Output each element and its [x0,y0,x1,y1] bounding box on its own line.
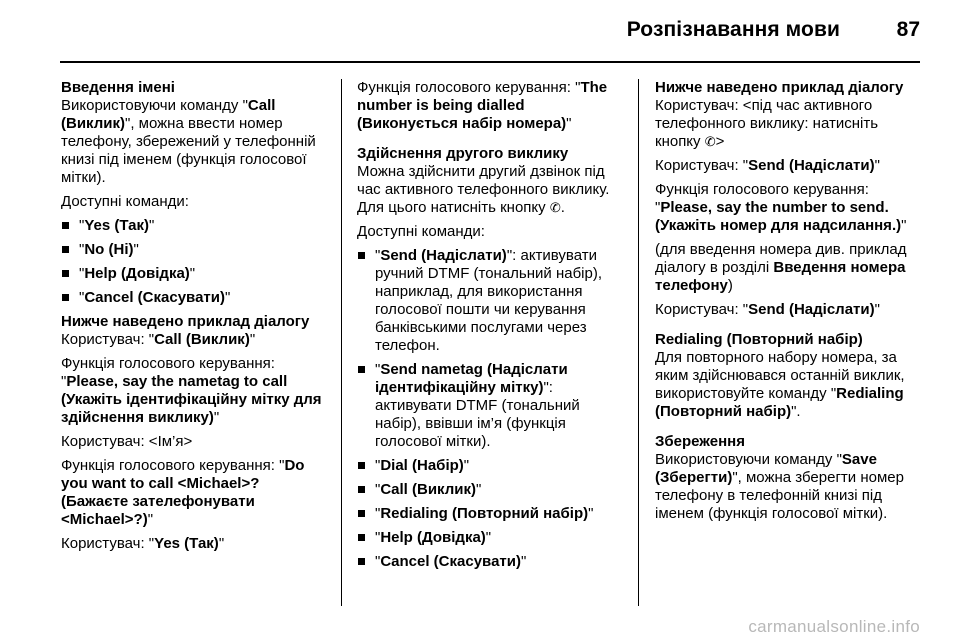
text: ". [791,403,801,420]
quote: " [213,409,220,426]
dialog-user-line [655,301,923,319]
bullet-icon [358,252,365,259]
command: Send nametag (Надіслати ідентифікаційну мітку) [375,361,568,396]
quote: " [249,331,256,348]
text: Функція голосового керування: " [61,457,285,474]
section-heading-second-call: Здійснення другого виклику [357,145,569,162]
voice-response: The number is being dialled (Виконується набір номера) [357,79,608,132]
command: Call (Виклик) [154,331,250,348]
list-item [357,553,625,571]
command: Call (Виклик) [380,481,476,498]
quote: " [375,247,381,264]
quote: " [147,511,154,528]
list-item [357,529,625,547]
quote: " [79,217,85,234]
quote: " [133,241,139,258]
list-item [357,247,625,355]
list-item [357,505,625,523]
text: Користувач: <під час активного телефонного виклику: натисніть кнопку [655,97,879,150]
bullet-icon [62,294,69,301]
page-number: 87 [896,18,920,41]
command: Yes (Так) [154,535,219,552]
dialog-voice-line [655,181,923,235]
text: Використовуючи команду " [655,451,842,468]
list-item [61,265,329,283]
voice-response: Do you want to call <Michael>? (Бажаєте зателефонувати <Michael>?) [61,457,305,528]
quote: " [375,553,381,570]
quote: " [79,289,85,306]
text: Використовуючи команду " [61,97,248,114]
quote: " [149,217,155,234]
dialog-example-heading: Нижче наведено приклад діалогу [655,79,904,96]
quote: " [189,265,196,282]
dialog-voice-line [61,355,329,427]
watermark: carmanualsonline.info [748,617,920,636]
list-item [61,241,329,259]
list-item [357,481,625,499]
section-heading-saving: Збереження [655,433,745,450]
voice-response: Please, say the nametag to call (Укажіть ідентифікаційну мітку для здійснення виклику) [61,373,322,426]
command: Send (Надіслати) [748,301,875,318]
text: Користувач: " [61,535,155,552]
command: Save (Зберегти) [655,451,877,486]
column-2 [357,79,625,577]
text: Можна здійснити другий дзвінок під час активного телефонного виклику. Для цього натисніть кнопку [357,163,610,216]
section-reference: Введення номера телефону [655,259,906,294]
quote: " [476,481,482,498]
quote: " [218,535,225,552]
quote: " [874,301,880,318]
saving-paragraph [655,451,923,523]
header-divider [60,61,920,63]
text: Користувач: " [61,331,155,348]
list-item [357,457,625,475]
quote: " [588,505,594,522]
section-heading-name-entry: Введення імені [61,79,175,96]
quote: " [375,361,381,378]
list-item [61,217,329,235]
bullet-icon [358,462,365,469]
column-divider-1 [341,79,342,606]
quote: " [375,529,381,546]
phone-icon: ✆ [704,134,716,149]
quote: " [375,481,381,498]
commands-label: Доступні команди: [357,223,485,240]
text: . [560,199,565,216]
dialog-user-line [655,97,923,151]
text: Функція голосового керування: " [357,79,581,96]
bullet-icon [358,534,365,541]
quote: " [463,457,470,474]
quote: " [520,553,527,570]
quote: " [874,157,880,174]
command: Cancel (Скасувати) [84,289,225,306]
text: ", можна зберегти номер телефону в телефонній книзі під іменем (функція голосової мітки). [655,469,904,522]
command: Send (Надіслати) [380,247,507,264]
command: Cancel (Скасувати) [380,553,521,570]
text: ", можна ввести номер телефону, збережений у телефонній книзі під іменем (функція голосової мітки). [61,115,316,186]
quote: " [375,457,381,474]
text: ) [727,277,733,294]
bullet-icon [358,558,365,565]
dialog-voice-line [61,457,329,529]
text: Користувач: " [655,157,749,174]
dialog-user-line [61,535,329,553]
text: Функція голосового керування: " [61,355,275,390]
text: Для повторного набору номера, за яким здійснювався останній виклик, використовуйте команду " [655,349,905,402]
quote: " [901,217,907,234]
text: Користувач: " [655,301,749,318]
quote: " [566,115,572,132]
bullet-icon [62,270,69,277]
command-call: Call (Виклик) [61,97,276,132]
commands-label: Доступні команди: [61,193,189,210]
column-divider-2 [638,79,639,606]
dialog-user-line [655,157,923,175]
second-call-paragraph [357,163,625,217]
quote: " [485,529,492,546]
quote: " [79,241,85,258]
dialog-voice-line [357,79,625,133]
list-item [61,289,329,307]
text: (для введення номера див. приклад діалогу в розділі [655,241,907,276]
bullet-icon [358,366,365,373]
command-list [61,217,329,307]
command: Help (Довідка) [380,529,486,546]
text: ": активувати DTMF (тональний набір), ввівши ім’я (функція голосової мітки). [375,379,580,450]
note-paragraph [655,241,923,295]
text: Функція голосового керування: " [655,181,869,216]
page-header [0,0,960,66]
list-item [357,361,625,451]
quote: " [375,505,381,522]
command: Send (Надіслати) [748,157,875,174]
name-entry-paragraph [61,97,329,187]
phone-icon: ✆ [549,200,561,215]
command: Dial (Набір) [380,457,464,474]
command-list [357,247,625,571]
bullet-icon [358,486,365,493]
command: Redialing (Повторний набір) [655,385,904,420]
voice-response: Please, say the number to send. (Укажіть номер для надсилання.) [655,199,902,234]
page-title: Розпізнавання мови [626,18,840,41]
quote: " [79,265,85,282]
quote: " [224,289,231,306]
section-heading-redialing: Redialing (Повторний набір) [655,331,863,348]
command: Help (Довідка) [84,265,190,282]
command: Yes (Так) [84,217,149,234]
bullet-icon [62,246,69,253]
text: > [715,133,725,150]
redialing-paragraph [655,349,923,421]
column-1 [61,79,329,559]
dialog-user-line [61,331,329,349]
dialog-user-line: Користувач: <Ім’я> [61,433,193,450]
text: ": активувати ручний DTMF (тональний набір), наприклад, для використання голосової пошти чи керування банківськими послугами через телефон. [375,247,603,354]
column-3 [655,79,923,529]
command: No (Ні) [84,241,134,258]
bullet-icon [62,222,69,229]
dialog-example-heading: Нижче наведено приклад діалогу [61,313,310,330]
bullet-icon [358,510,365,517]
command: Redialing (Повторний набір) [380,505,589,522]
